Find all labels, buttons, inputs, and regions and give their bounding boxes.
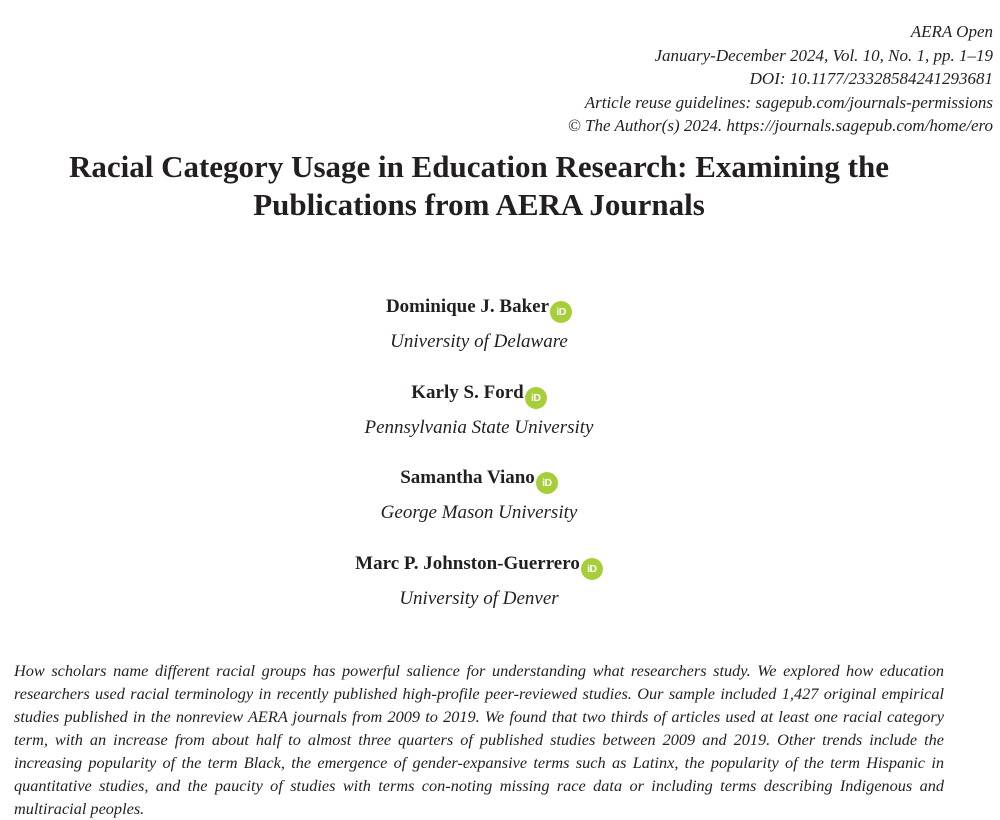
copyright[interactable]: © The Author(s) 2024. https://journals.sagepub.com/home/ero [567, 116, 993, 135]
abstract-text: How scholars name different racial groups has powerful salience for understanding what researchers study. We explored how education researchers used racial terminology in recently published high-profile peer-reviewed studies. Our sample included 1,427 original empirical studies published in the nonreview AERA journals from 2009 to 2019. We found that two thirds of articles used at least one racial category term, with an increase from about half to almost three quarters of published studies between 2009 and 2019. Other trends include the increasing popularity of the term Black, the emergence of gender-expansive terms such as Latinx, the popularity of the term Hispanic in quantitative studies, and the paucity of studies with terms con-noting missing race data or including terms describing Indigenous and multiracial peoples. [14, 661, 944, 818]
author-affiliation: University of Delaware [390, 331, 568, 352]
orcid-icon[interactable]: iD [536, 472, 558, 494]
orcid-icon[interactable]: iD [550, 301, 572, 323]
orcid-icon[interactable]: iD [525, 387, 547, 409]
author-name: Dominique J. Baker [385, 296, 550, 317]
journal-name: AERA Open [910, 22, 993, 41]
author-block [0, 551, 958, 637]
author-affiliation: Pennsylvania State University [364, 416, 594, 438]
author-block [0, 465, 958, 551]
article-title [0, 148, 958, 224]
author-affiliation: University of Denver [399, 587, 559, 609]
author-name: Samantha Viano [400, 467, 535, 488]
issue-info: January-December 2024, Vol. 10, No. 1, pp. 1–19 [654, 45, 993, 65]
journal-masthead [568, 20, 993, 138]
author-name: Marc P. Johnston-Guerrero [355, 552, 580, 574]
author-list [0, 294, 958, 636]
reuse-guidelines[interactable]: Article reuse guidelines: sagepub.com/journals-permissions [584, 92, 993, 112]
author-affiliation: George Mason University [380, 502, 578, 523]
doi[interactable]: DOI: 10.1177/23328584241293681 [749, 69, 993, 88]
author-name: Karly S. Ford [411, 381, 524, 403]
article-title-line-1: Racial Category Usage in Education Research: Examining the [68, 149, 890, 184]
article-title-line-2: Publications from AERA Journals [253, 187, 705, 222]
author-block [0, 380, 958, 466]
orcid-icon[interactable]: iD [581, 558, 603, 580]
author-block [0, 294, 958, 380]
